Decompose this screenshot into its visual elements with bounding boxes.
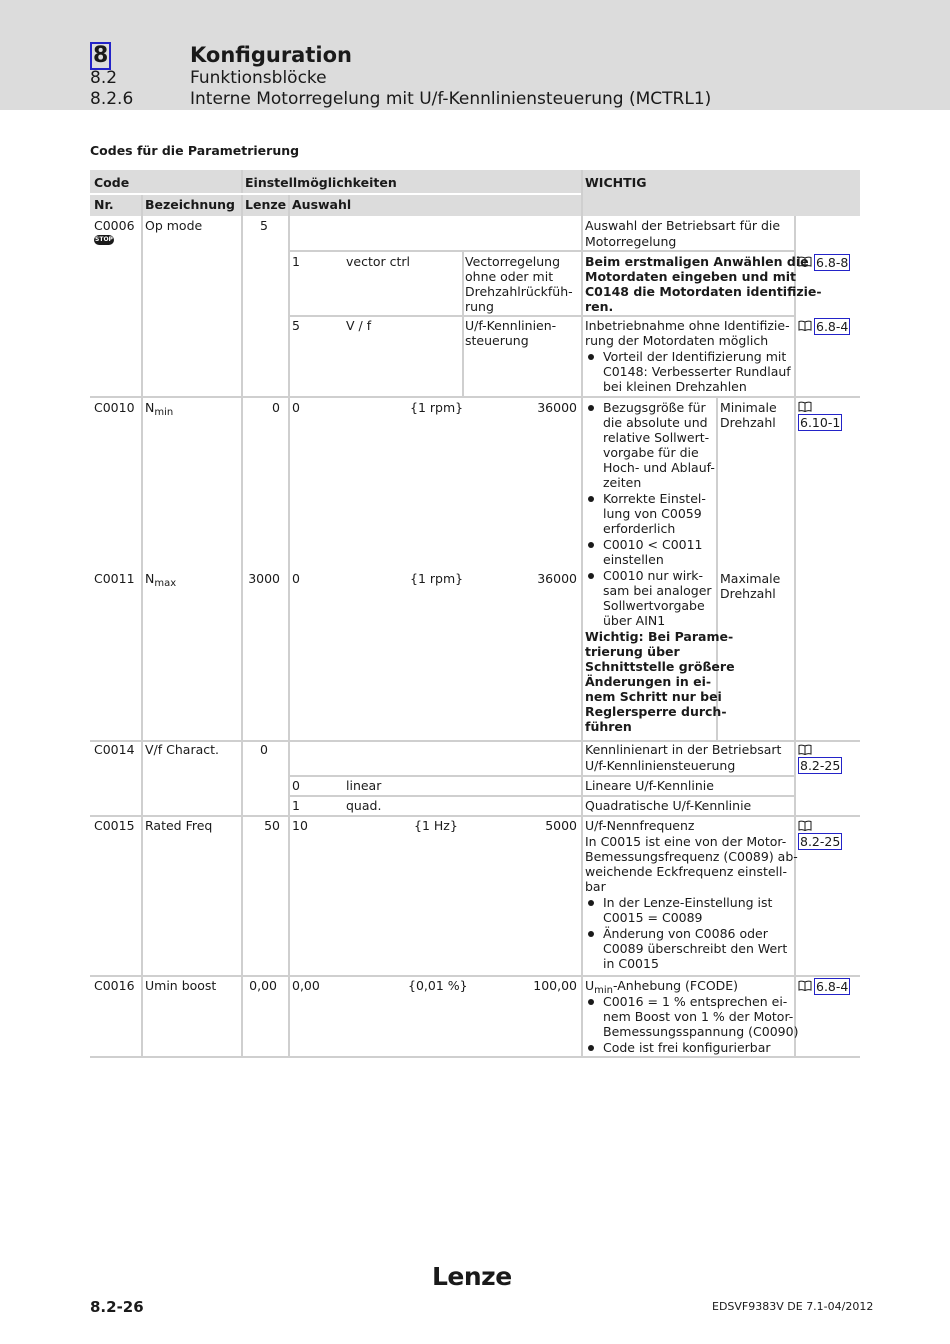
bullet-text: Code ist frei konfigurierbar (603, 1040, 771, 1055)
cross-reference-link[interactable]: 8.2-25 (800, 758, 841, 773)
lenze-logo: Lenze (432, 1262, 512, 1291)
min-value: 0,00 (292, 978, 320, 993)
bullet-text: sam bei analoger (603, 583, 712, 598)
bullet-text: bei kleinen Drehzahlen (603, 379, 747, 394)
unit: {1 Hz} (414, 818, 458, 833)
lenze-value: 0 (260, 742, 268, 757)
code-c0011: C0011 (94, 571, 135, 586)
min-value: 0 (292, 400, 300, 415)
option-detail: Drehzahlrückfüh- (465, 284, 573, 299)
document-id: EDSVF9383V DE 7.1-04/2012 (712, 1300, 874, 1313)
divider (241, 170, 243, 193)
lenze-value: 5 (260, 218, 268, 233)
option-value: 1 (292, 798, 300, 813)
param-label: Minimale (720, 400, 777, 415)
param-desc: bar (585, 879, 606, 894)
bullet-text: in C0015 (603, 956, 659, 971)
bullet-text: Hoch- und Ablauf- (603, 460, 715, 475)
bullet-text: C0089 überschreibt den Wert (603, 941, 788, 956)
option-value: 1 (292, 254, 300, 269)
divider (241, 195, 243, 1057)
param-desc: weichende Eckfrequenz einstell- (585, 864, 788, 879)
max-value: 5000 (545, 818, 577, 833)
param-desc: U/f-Nennfrequenz (585, 818, 695, 833)
col-header-settings: Einstellmöglichkeiten (245, 175, 397, 190)
cross-reference-link[interactable]: 6.8-4 (816, 319, 849, 334)
max-value: 100,00 (533, 978, 577, 993)
param-desc: Bemessungsfrequenz (C0089) ab- (585, 849, 798, 864)
param-name: V/f Charact. (145, 742, 219, 757)
warning-text: Schnittstelle größere (585, 659, 735, 674)
bullet-text: C0010 nur wirk- (603, 568, 704, 583)
unit: {0,01 %} (408, 978, 468, 993)
bullet-text: C0016 = 1 % entsprechen ei- (603, 994, 788, 1009)
bullet-text: relative Sollwert- (603, 430, 710, 445)
param-desc: Motorregelung (585, 234, 677, 249)
bullet-text: einstellen (603, 552, 664, 567)
table-caption: Codes für die Parametrierung (90, 143, 300, 158)
divider (288, 195, 290, 1057)
bullet-text: Bezugsgröße für (603, 400, 706, 415)
col-header-important: WICHTIG (585, 175, 647, 190)
option-label: V / f (346, 318, 372, 333)
book-icon (798, 320, 812, 331)
cross-reference-link[interactable]: 8.2-25 (800, 834, 841, 849)
book-icon (798, 980, 812, 991)
warning-text: trierung über (585, 644, 680, 659)
param-desc: U/f-Kennliniensteuerung (585, 758, 736, 773)
option-label: vector ctrl (346, 254, 411, 269)
param-label: Drehzahl (720, 415, 776, 430)
bullet-text: Korrekte Einstel- (603, 491, 706, 506)
divider (288, 795, 794, 797)
option-detail: rung (465, 299, 494, 314)
param-label: Maximale (720, 571, 781, 586)
bullet-text: Bemessungsspannung (C0090) (603, 1024, 799, 1039)
option-detail: ohne oder mit (465, 269, 554, 284)
col-header-code: Code (94, 175, 130, 190)
bullet-text: Vorteil der Identifizierung mit (603, 349, 787, 364)
bullet-text: Sollwertvorgabe (603, 598, 705, 613)
cross-reference-link[interactable]: 6.8-8 (816, 255, 849, 270)
stop-badge: STOP (95, 236, 113, 243)
subsection-number: 8.2.6 (90, 89, 134, 109)
param-desc: Auswahl der Betriebsart für die (585, 218, 781, 233)
option-note: Beim erstmaligen Anwählen die (585, 254, 809, 269)
lenze-value: 0,00 (249, 978, 277, 993)
param-name: Op mode (145, 218, 203, 233)
option-label: linear (346, 778, 382, 793)
option-note: C0148 die Motordaten identifizie- (585, 284, 822, 299)
book-icon (798, 256, 812, 267)
bullet-text: C0148: Verbesserter Rundlauf (603, 364, 791, 379)
param-name: Rated Freq (145, 818, 213, 833)
divider (90, 815, 860, 817)
col-header-designation: Bezeichnung (145, 197, 235, 212)
option-note: rung der Motordaten möglich (585, 333, 769, 348)
bullet-text: nem Boost von 1 % der Motor- (603, 1009, 794, 1024)
option-detail: Vectorregelung (465, 254, 561, 269)
bullet-text: In der Lenze-Einstellung ist (603, 895, 773, 910)
lenze-value: 3000 (248, 571, 280, 586)
option-note: ren. (585, 299, 614, 314)
option-note: Inbetriebnahme ohne Identifizie- (585, 318, 790, 333)
bullet-text: C0015 = C0089 (603, 910, 703, 925)
col-header-nr: Nr. (94, 197, 114, 212)
divider (794, 216, 796, 1057)
unit: {1 rpm} (410, 400, 464, 415)
divider (288, 250, 794, 252)
bullet-text: erforderlich (603, 521, 676, 536)
param-desc: Kennlinienart in der Betriebsart (585, 742, 782, 757)
option-value: 5 (292, 318, 300, 333)
page-header (0, 0, 950, 110)
col-header-lenze: Lenze (245, 197, 287, 212)
divider (90, 396, 860, 398)
divider (581, 170, 583, 1057)
bullet-text: C0010 < C0011 (603, 537, 703, 552)
option-note: Motordaten eingeben und mit (585, 269, 796, 284)
warning-text: Wichtig: Bei Parame- (585, 629, 734, 644)
divider (141, 195, 143, 1057)
max-value: 36000 (537, 400, 577, 415)
code-c0006: C0006 (94, 218, 135, 233)
subsection-title: Interne Motorregelung mit U/f-Kennliniensteuerung (MCTRL1) (190, 89, 712, 109)
book-icon (798, 820, 812, 831)
option-detail: steuerung (465, 333, 529, 348)
option-desc: Lineare U/f-Kennlinie (585, 778, 714, 793)
cross-reference-link[interactable]: 6.10-1 (800, 415, 841, 430)
min-value: 0 (292, 571, 300, 586)
code-c0015: C0015 (94, 818, 135, 833)
divider (288, 315, 794, 317)
divider (90, 1056, 860, 1058)
chapter-number-link[interactable]: 8 (90, 42, 111, 70)
code-c0014: C0014 (94, 742, 135, 757)
col-header-selection: Auswahl (292, 197, 352, 212)
code-c0016: C0016 (94, 978, 135, 993)
param-name: Umin boost (145, 978, 217, 993)
bullet-text: lung von C0059 (603, 506, 702, 521)
param-desc: In C0015 ist eine von der Motor- (585, 834, 787, 849)
book-icon (798, 401, 812, 412)
code-c0010: C0010 (94, 400, 135, 415)
warning-text: Reglersperre durch- (585, 704, 727, 719)
option-label: quad. (346, 798, 382, 813)
option-detail: U/f-Kennlinien- (465, 318, 557, 333)
max-value: 36000 (537, 571, 577, 586)
bullet-text: vorgabe für die (603, 445, 699, 460)
param-desc: $U_{min}$-Anhebung (FCODE) (585, 978, 739, 996)
param-label: Drehzahl (720, 586, 776, 601)
chapter-title: Konfiguration (190, 43, 352, 67)
divider (288, 775, 794, 777)
lenze-value: 50 (264, 818, 280, 833)
section-title: Funktionsblöcke (190, 68, 327, 88)
warning-text: nem Schritt nur bei (585, 689, 722, 704)
lenze-value: 0 (272, 400, 280, 415)
bullet-text: Änderung von C0086 oder (603, 926, 768, 941)
bullet-text: über AIN1 (603, 613, 666, 628)
warning-text: führen (585, 719, 632, 734)
section-number: 8.2 (90, 68, 118, 88)
divider (462, 252, 464, 396)
option-value: 0 (292, 778, 300, 793)
warning-text: Änderungen in ei- (585, 674, 712, 689)
book-icon (798, 744, 812, 755)
page-number: 8.2-26 (90, 1298, 144, 1316)
unit: {1 rpm} (410, 571, 464, 586)
bullet-text: die absolute und (603, 415, 708, 430)
param-name: $N_{max}$ (145, 571, 177, 589)
cross-reference-link[interactable]: 6.8-4 (816, 979, 849, 994)
min-value: 10 (292, 818, 308, 833)
bullet-text: zeiten (603, 475, 642, 490)
param-name: $N_{min}$ (145, 400, 174, 418)
divider (90, 975, 860, 977)
option-desc: Quadratische U/f-Kennlinie (585, 798, 752, 813)
